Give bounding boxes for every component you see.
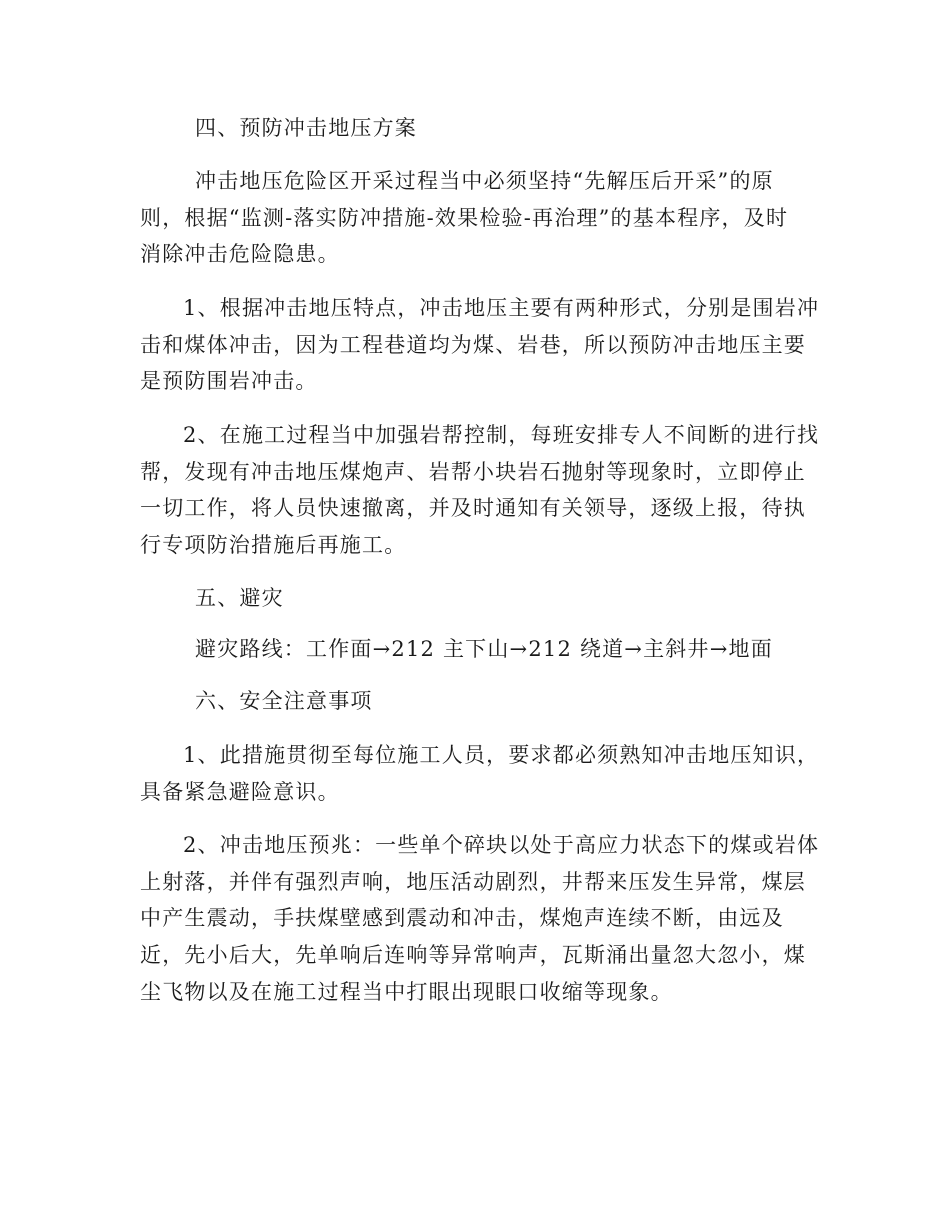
section6-item2-line-5: 尘飞物以及在施工过程当中打眼出现眼口收缩等现象。 <box>140 980 673 1004</box>
section4-item2-line-1: 2、在施工过程当中加强岩帮控制，每班安排专人不间断的进行找 <box>183 423 820 447</box>
section4-item1-line-1: 1、根据冲击地压特点，冲击地压主要有两种形式，分别是围岩冲 <box>183 296 820 320</box>
section4-item1-line-2: 击和煤体冲击，因为工程巷道均为煤、岩巷，所以预防冲击地压主要 <box>140 333 806 357</box>
section4-item2-line-4: 行专项防治措施后再施工。 <box>140 533 407 557</box>
section6-item2-line-1: 2、冲击地压预兆：一些单个碎块以处于高应力状态下的煤或岩体 <box>183 833 820 857</box>
section6-item2-line-2: 上射落，并伴有强烈声响，地压活动剧烈，井帮来压发生异常，煤层 <box>140 870 806 894</box>
section4-intro-line-1: 冲击地压危险区开采过程当中必须坚持“先解压后开采”的原 <box>195 169 774 193</box>
section6-item1-line-2: 具备紧急避险意识。 <box>140 780 340 804</box>
section5-route: 避灾路线：工作面→212 主下山→212 绕道→主斜井→地面 <box>195 637 773 661</box>
section6-item2-line-4: 近，先小后大，先单响后连响等异常响声，瓦斯涌出量忽大忽小，煤 <box>140 943 806 967</box>
section4-intro-line-3: 消除冲击危险隐患。 <box>140 242 340 266</box>
section6-heading: 六、安全注意事项 <box>195 689 373 713</box>
section4-item2-line-2: 帮，发现有冲击地压煤炮声、岩帮小块岩石抛射等现象时，立即停止 <box>140 460 806 484</box>
section4-item2-line-3: 一切工作，将人员快速撤离，并及时通知有关领导，逐级上报，待执 <box>140 496 806 520</box>
section4-heading: 四、预防冲击地压方案 <box>195 116 417 140</box>
section4-item1-line-3: 是预防围岩冲击。 <box>140 369 318 393</box>
section4-intro-line-2: 则，根据“监测-落实防冲措施-效果检验-再治理”的基本程序，及时 <box>140 206 789 230</box>
section5-heading: 五、避灾 <box>195 586 284 610</box>
section6-item1-line-1: 1、此措施贯彻至每位施工人员，要求都必须熟知冲击地压知识， <box>183 743 820 767</box>
section6-item2-line-3: 中产生震动，手扶煤壁感到震动和冲击，煤炮声连续不断，由远及 <box>140 906 784 930</box>
